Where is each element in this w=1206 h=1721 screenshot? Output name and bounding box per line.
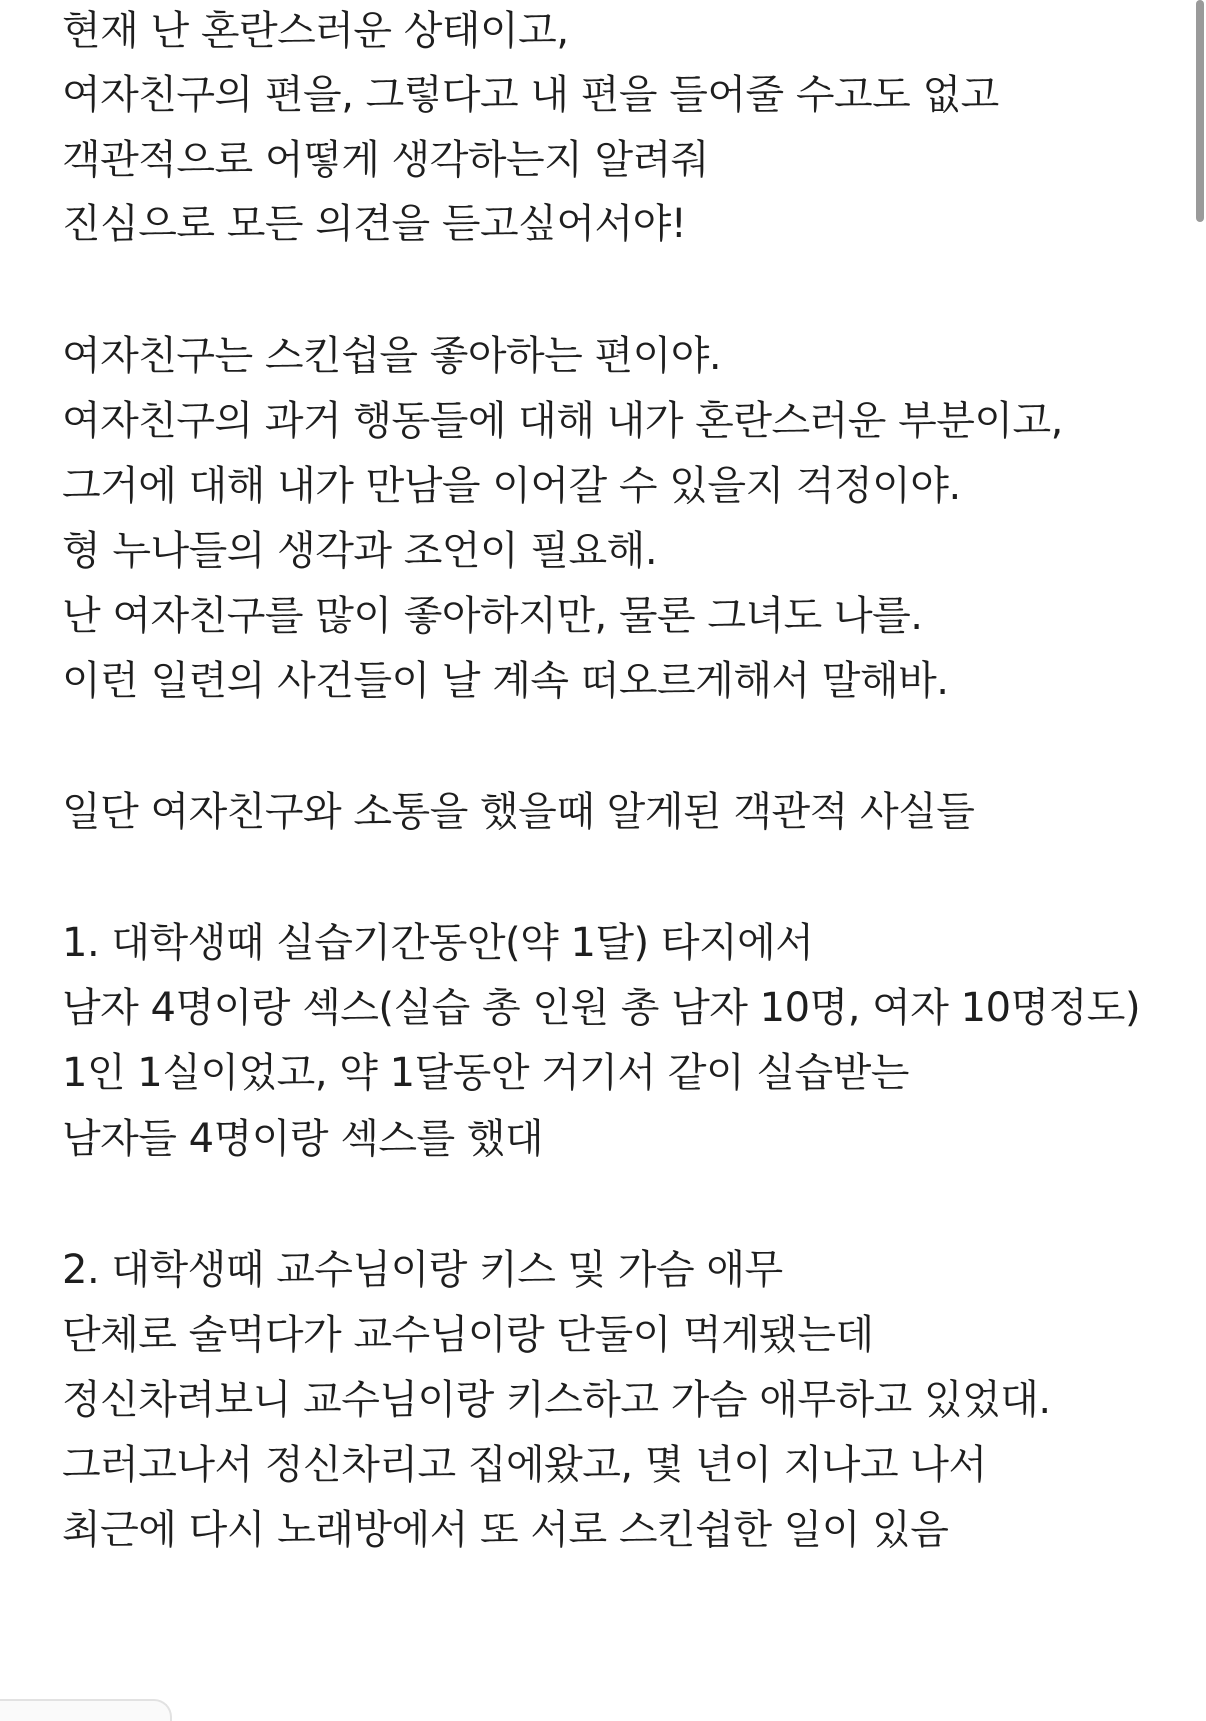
post-line: 단체로 술먹다가 교수님이랑 단둘이 먹게됐는데 [62, 1312, 874, 1358]
post-line: 정신차려보니 교수님이랑 키스하고 가슴 애무하고 있었대. [62, 1377, 1051, 1423]
post-line: 그러고나서 정신차리고 집에왔고, 몇 년이 지나고 나서 [62, 1442, 987, 1488]
post-line: 일단 여자친구와 소통을 했을때 알게된 객관적 사실들 [62, 789, 975, 835]
post-line: 현재 난 혼란스러운 상태이고, [62, 8, 569, 54]
post-line: 최근에 다시 노래방에서 또 서로 스킨쉽한 일이 있음 [62, 1507, 949, 1553]
post-line: 이런 일련의 사건들이 날 계속 떠오르게해서 말해바. [62, 658, 949, 704]
post-line: 난 여자친구를 많이 좋아하지만, 물론 그녀도 나를. [62, 593, 923, 639]
post-line: 여자친구는 스킨쉽을 좋아하는 편이야. [62, 333, 722, 379]
post-line: 남자들 4명이랑 섹스를 했대 [62, 1116, 544, 1162]
post-line: 여자친구의 과거 행동들에 대해 내가 혼란스러운 부분이고, [62, 398, 1063, 444]
post-line: 남자 4명이랑 섹스(실습 총 인원 총 남자 10명, 여자 10명정도) [62, 985, 1141, 1031]
scrollbar[interactable] [1192, 0, 1206, 1721]
post-line: 여자친구의 편을, 그렇다고 내 편을 들어줄 수고도 없고 [62, 72, 999, 118]
post-line: 객관적으로 어떻게 생각하는지 알려줘 [62, 137, 709, 183]
post-line: 형 누나들의 생각과 조언이 필요해. [62, 528, 658, 574]
bottom-overlay-edge [0, 1699, 172, 1721]
post-line: 진심으로 모든 의견을 듣고싶어서야! [62, 201, 687, 247]
post-line: 그거에 대해 내가 만남을 이어갈 수 있을지 걱정이야. [62, 463, 961, 509]
post-line: 2. 대학생때 교수님이랑 키스 및 가슴 애무 [62, 1247, 783, 1293]
scrollbar-thumb[interactable] [1196, 0, 1204, 222]
post-line: 1. 대학생때 실습기간동안(약 1달) 타지에서 [62, 920, 814, 966]
post-line: 1인 1실이었고, 약 1달동안 거기서 같이 실습받는 [62, 1050, 909, 1096]
